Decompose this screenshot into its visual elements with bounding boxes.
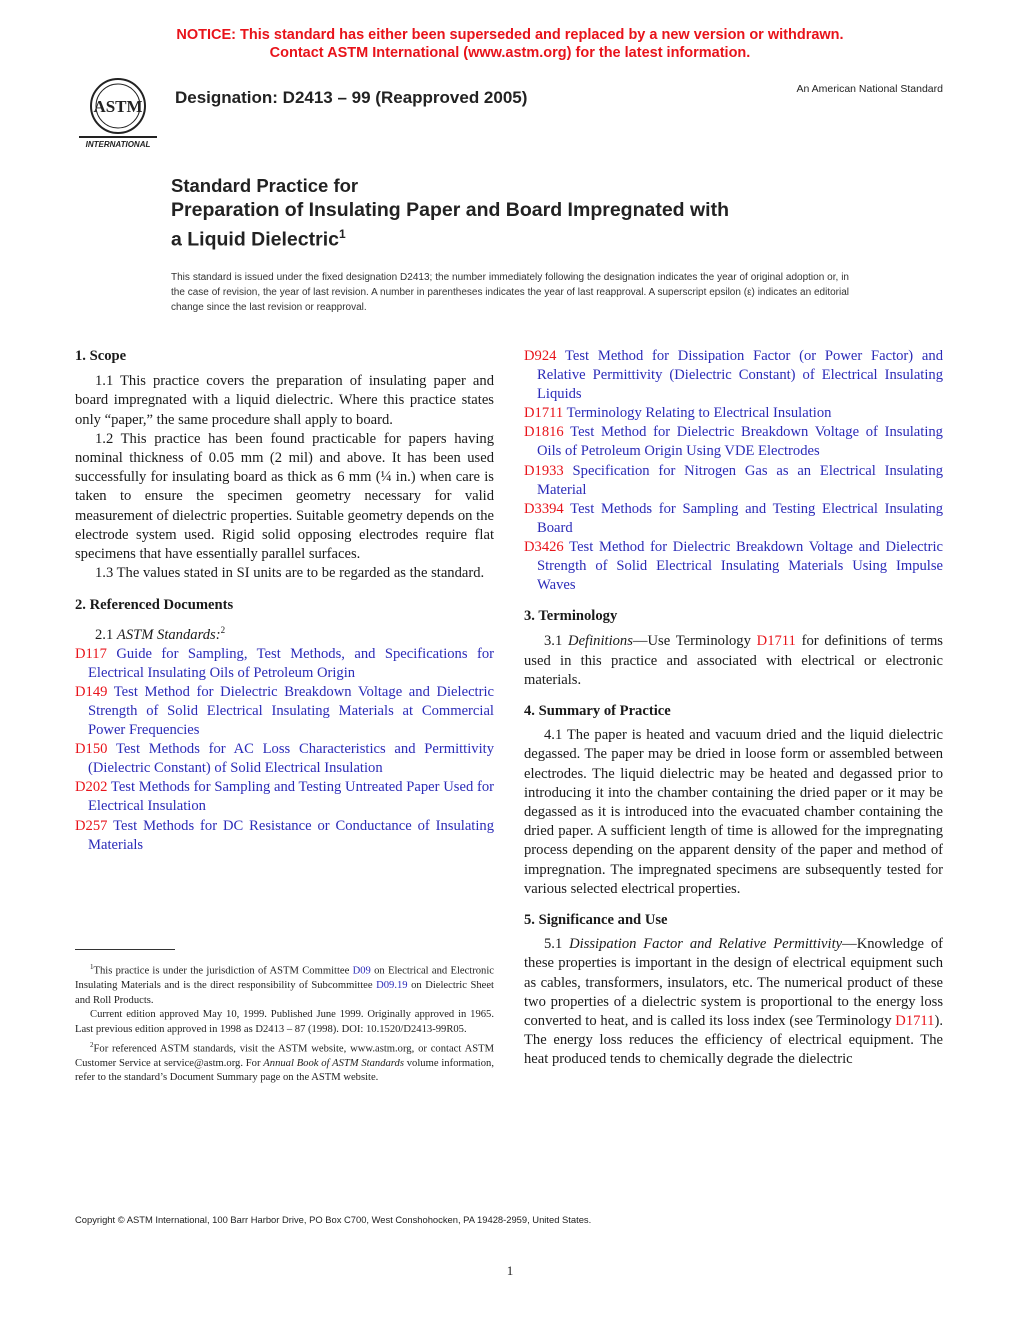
reference-code[interactable]: D924 [524,348,557,364]
reference-code[interactable]: D3426 [524,538,564,555]
footnote-divider [75,949,175,950]
section-5-heading: 5. Significance and Use [524,912,668,929]
page-number: 1 [506,1263,514,1278]
section-2-heading: 2. Referenced Documents [75,597,234,614]
reference-title[interactable]: Test Methods for AC Loss Characteristics and Permittivity (Dielectric Constant) of Solid Electrical Insulation [88,741,494,777]
reference-item[interactable] [75,683,494,740]
referenced-list-right [524,347,943,595]
reference-title[interactable]: Specification for Nitrogen Gas as an Electrical Insulating Material [537,462,943,498]
reference-title[interactable]: Test Methods for Sampling and Testing Electrical Insulating Board [537,500,943,536]
scope-1-2: 1.2 This practice has been found practicable for papers having nominal thickness of 0.05 mm (2 mil) and above. It has been used successfully for insulating board as thick as 6 mm (¼ in.) when care is taken to ensure the specimen geometry necessary for valid measurement of dielectric properties. Suitable geometry depends on the electrode system used. Rigid solid opposing electrodes require flat specimens that have essentially parallel surfaces. [75,430,494,563]
page-title [171,199,871,252]
footnote-1: $^1$This practice is under the jurisdiction of ASTM Committee D09 on Electrical and Electronic Insulating Materials and is the direct responsibility of Subcommittee D09.19 on Dielectric Sheet and Roll Products. [75,963,494,1006]
terminology-3-1: 3.1 Definitions—Use Terminology D1711 for definitions of terms used in this practice and associated with electrical or electronic materials. [524,633,943,688]
link-d1711-2[interactable]: D1711 [895,1013,935,1030]
title-prefix: Standard Practice for [171,175,359,196]
footnotes [75,960,494,1086]
reference-title[interactable]: Test Method for Dielectric Breakdown Voltage of Insulating Oils of Petroleum Origin Using VDE Electrodes [537,424,943,460]
reference-item[interactable] [524,500,943,538]
reference-code[interactable]: D1816 [524,424,564,441]
intro-paragraph: This standard is issued under the fixed designation D2413; the number immediately following the designation indicates the year of original adoption or, in the case of revision, the year of last revision. A number in parentheses indicates the year of last reapproval. A superscript epsilon (ε) indicates an editorial change since the last revision or reapproval. [171,272,849,314]
summary-4-1: 4.1 The paper is heated and vacuum dried and the liquid dielectric degassed. The paper may be dried in loose form or assembled between electrodes. The liquid dielectric may be heated and degassed prior to introducing it into the chamber containing the dried paper or it may be degassed as it is introduced into the evacuated chamber containing the dried paper. A sufficient length of time is allowed for the impregnating process depending on the apparent density of the paper and method of impregnation. The impregnated specimens are subsequently tested for various selected electrical properties. [524,727,943,897]
reference-item[interactable] [75,778,494,816]
reference-item[interactable] [75,740,494,778]
scope-1-3: 1.3 The values stated in SI units are to be regarded as the standard. [95,565,485,582]
reference-code[interactable]: D1933 [524,462,564,479]
reference-item[interactable] [524,538,943,595]
reference-code[interactable]: D150 [75,741,108,758]
reference-title[interactable]: Test Method for Dielectric Breakdown Voltage and Dielectric Strength of Solid Electrical Insulating Materials Using Impulse Waves [537,538,943,594]
section-1-heading: 1. Scope [75,348,127,364]
referenced-list-left [75,645,494,855]
designation: Designation: D2413 – 99 (Reapproved 2005) [175,88,528,107]
reference-title[interactable]: Test Method for Dielectric Breakdown Voltage and Dielectric Strength of Solid Electrical Insulating Materials at Commercial Power Frequencies [88,683,494,739]
astm-standards-label: 2.1 ASTM Standards:$^2$ [95,624,226,643]
logo-text: ASTM [93,97,143,116]
reference-item[interactable] [75,645,494,683]
notice-line-2: Contact ASTM International (www.astm.org) for the latest information. [269,45,751,61]
significance-5-1: 5.1 Dissipation Factor and Relative Permittivity—Knowledge of these properties is important in the design of electrical equipment such as cables, transformers, insulators, etc. The numerical product of these two properties of a dielectric system is proportional to the energy loss converted to heat, and is called its loss index (see Terminology D1711). The energy loss reduces the efficiency of electrical equipment. The heat produced tends to chemically degrade the dielectric [524,936,943,1068]
footnote-2: $^2$For referenced ASTM standards, visit the ASTM website, www.astm.org, or contact ASTM Customer Service at service@astm.org. For Annual Book of ASTM Standards volume information, refer to the standard’s Document Summary page on the ASTM website. [75,1040,494,1084]
withdrawal-notice [0,26,1020,62]
title-line-2: Preparation of Insulating Paper and Board Impregnated with [171,199,729,221]
reference-title[interactable]: Test Methods for DC Resistance or Conductance of Insulating Materials [88,817,494,853]
reference-item[interactable] [524,347,943,404]
american-national-standard: An American National Standard [796,83,943,95]
section-4-heading: 4. Summary of Practice [524,703,671,720]
reference-title[interactable]: Terminology Relating to Electrical Insulation [566,405,832,422]
link-d1711[interactable]: D1711 [756,633,796,650]
astm-logo [75,76,161,152]
logo-subtext: INTERNATIONAL [85,140,151,149]
reference-code[interactable]: D1711 [524,405,564,422]
notice-line-1: NOTICE: This standard has either been superseded and replaced by a new version or withdrawn. [176,27,844,43]
reference-title[interactable]: Test Methods for Sampling and Testing Untreated Paper Used for Electrical Insulation [88,779,494,815]
reference-code[interactable]: D202 [75,779,108,796]
reference-code[interactable]: D257 [75,817,108,834]
reference-title[interactable]: Guide for Sampling, Test Methods, and Specifications for Electrical Insulating Oils of Petroleum Origin [88,645,494,681]
title-footnote-mark[interactable]: 1 [338,226,346,241]
reference-item[interactable] [75,817,494,855]
reference-code[interactable]: D117 [75,645,107,662]
reference-code[interactable]: D3394 [524,500,564,517]
right-column [524,347,943,1070]
section-3-heading: 3. Terminology [524,608,618,625]
reference-title[interactable]: Test Method for Dissipation Factor (or Power Factor) and Relative Permittivity (Dielectric Constant) of Electrical Insulating Liquids [537,348,943,403]
left-column [75,347,494,855]
link-d09[interactable]: D09 [352,965,371,977]
copyright: Copyright © ASTM International, 100 Barr Harbor Drive, PO Box C700, West Conshohocken, PA 19428-2959, United States. [75,1214,592,1225]
scope-1-1: 1.1 This practice covers the preparation of insulating paper and board impregnated with a liquid dielectric. Where this practice states only “paper,” the same procedure shall apply to board. [75,373,494,428]
reference-item[interactable] [524,423,943,461]
footnote-1-edition: Current edition approved May 10, 1999. Published June 1999. Originally approved in 1965. Last previous edition approved in 1998 as D2413 – 87 (1998). DOI: 10.1520/D2413-99R05. [75,1009,494,1035]
title-line-3: a Liquid Dielectric$^1$ [171,226,346,250]
reference-item[interactable] [524,404,943,423]
link-d09-19[interactable]: D09.19 [376,980,408,992]
reference-code[interactable]: D149 [75,683,108,700]
reference-item[interactable] [524,462,943,500]
